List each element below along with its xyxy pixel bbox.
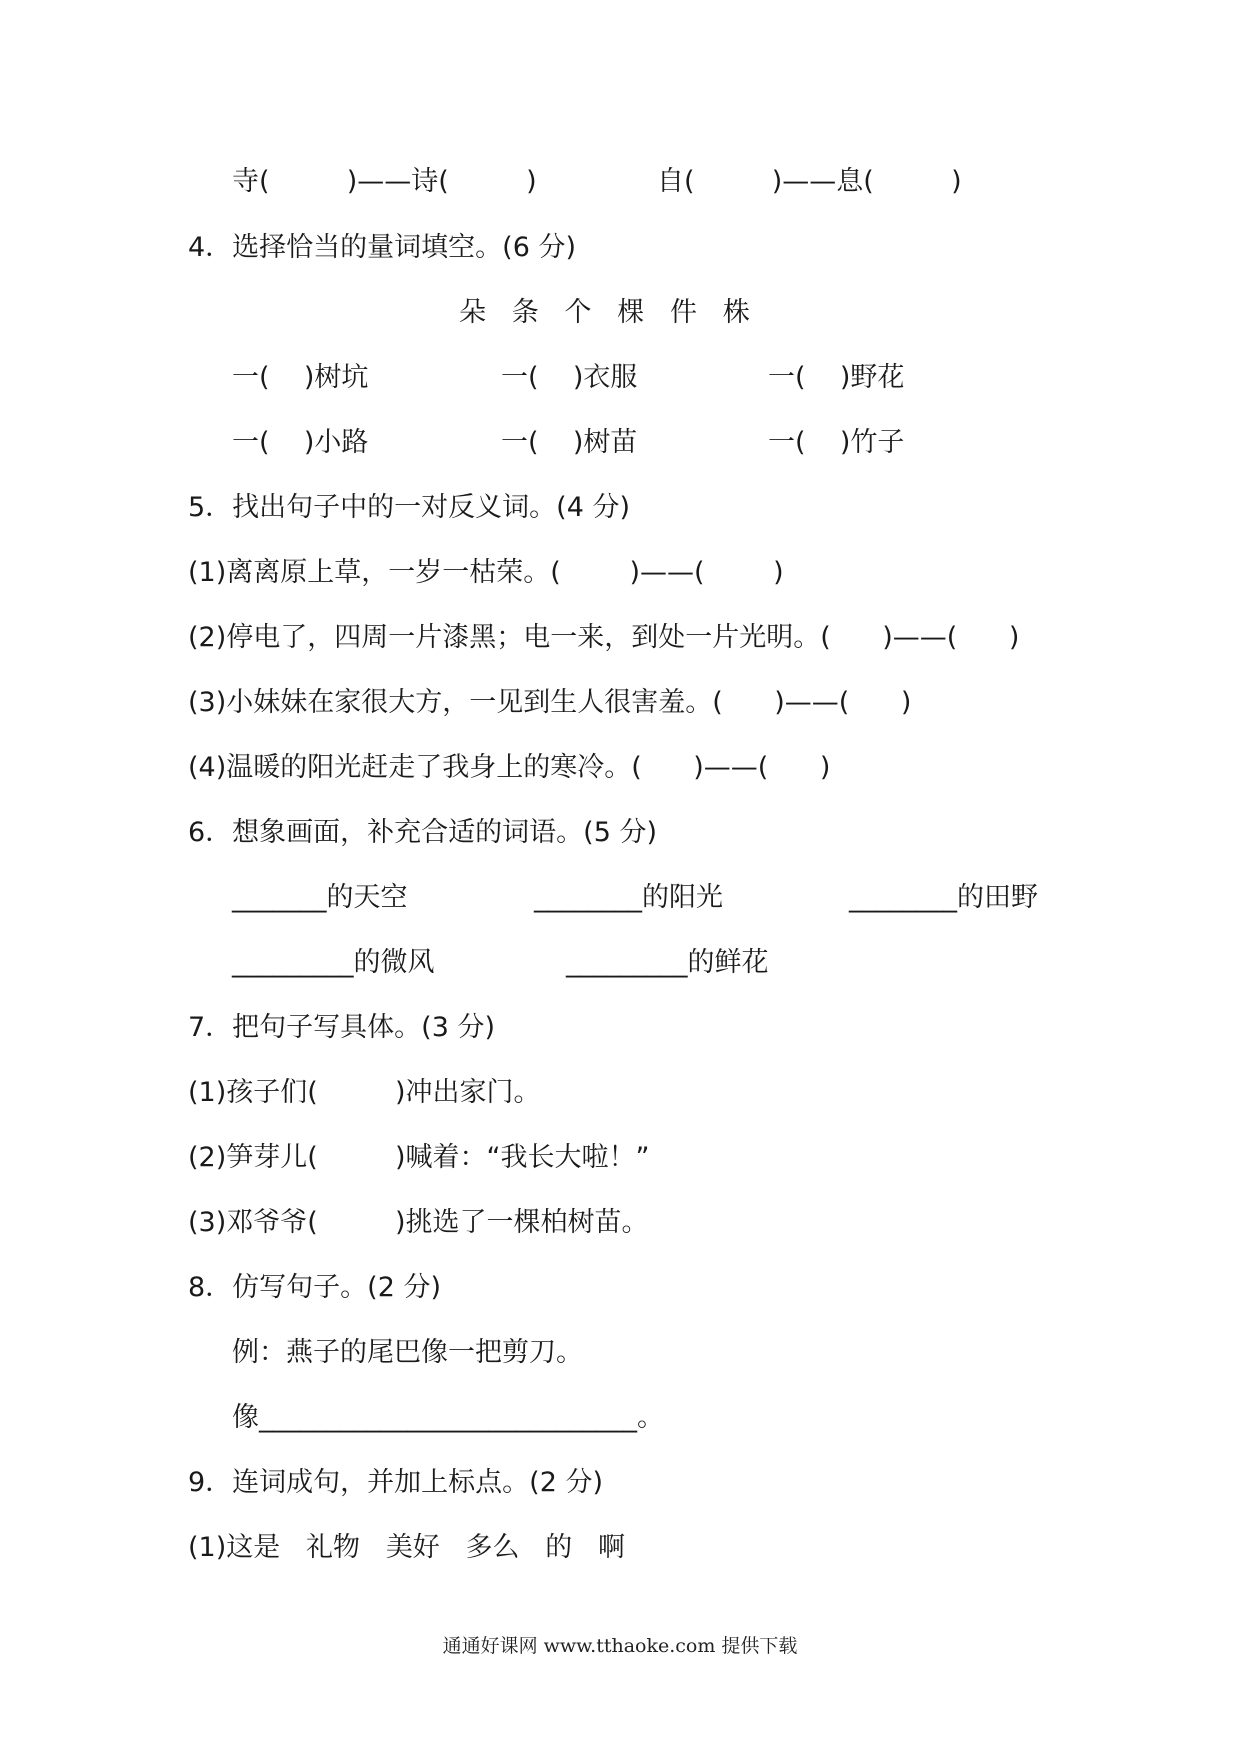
question-7-title: 7．把句子写具体。(3 分)	[188, 1012, 496, 1043]
q6-fill-blank: _________的鲜花	[566, 947, 769, 978]
question-8-title: 8．仿写句子。(2 分)	[188, 1272, 442, 1303]
q8-example: 例：燕子的尾巴像一把剪刀。	[232, 1337, 583, 1368]
q4-blank: 一( )竹子	[768, 427, 905, 458]
question-4-title: 4．选择恰当的量词填空。(6 分)	[188, 232, 577, 263]
q7-item: (2)笋芽儿( )喊着：“我长大啦！”	[188, 1142, 650, 1173]
q8-answer-line: 像____________________________。	[232, 1402, 664, 1433]
footer-watermark: 通通好课网 www.tthaoke.com 提供下载	[442, 1635, 798, 1657]
char-pair-2: 自( )——息( )	[657, 166, 962, 197]
q7-item: (3)邓爷爷( )挑选了一棵柏树苗。	[188, 1207, 649, 1238]
question-6-title: 6．想象画面，补充合适的词语。(5 分)	[188, 817, 658, 848]
q6-fill-blank: ________的阳光	[534, 882, 723, 913]
measure-word-bank: 朵 条 个 棵 件 株	[459, 297, 750, 328]
q5-item: (4)温暖的阳光赶走了我身上的寒冷。( )——( )	[188, 752, 831, 783]
q7-item: (1)孩子们( )冲出家门。	[188, 1077, 541, 1108]
q6-fill-blank: _______的天空	[232, 882, 408, 913]
q9-item-1: (1)这是 礼物 美好 多么 的 啊	[188, 1532, 625, 1563]
q6-fill-blank: ________的田野	[849, 882, 1038, 913]
q4-blank: 一( )树苗	[501, 427, 638, 458]
q4-blank: 一( )树坑	[232, 362, 369, 393]
question-9-title: 9．连词成句，并加上标点。(2 分)	[188, 1467, 604, 1498]
q5-item: (2)停电了，四周一片漆黑；电一来，到处一片光明。( )——( )	[188, 622, 1020, 653]
char-pair-1: 寺( )——诗( )	[232, 166, 537, 197]
q6-fill-blank: _________的微风	[232, 947, 435, 978]
question-5-title: 5．找出句子中的一对反义词。(4 分)	[188, 492, 631, 523]
q5-item: (3)小妹妹在家很大方，一见到生人很害羞。( )——( )	[188, 687, 912, 718]
q4-blank: 一( )野花	[768, 362, 905, 393]
q4-blank: 一( )小路	[232, 427, 369, 458]
q4-blank: 一( )衣服	[501, 362, 638, 393]
q5-item: (1)离离原上草，一岁一枯荣。( )——( )	[188, 557, 784, 588]
